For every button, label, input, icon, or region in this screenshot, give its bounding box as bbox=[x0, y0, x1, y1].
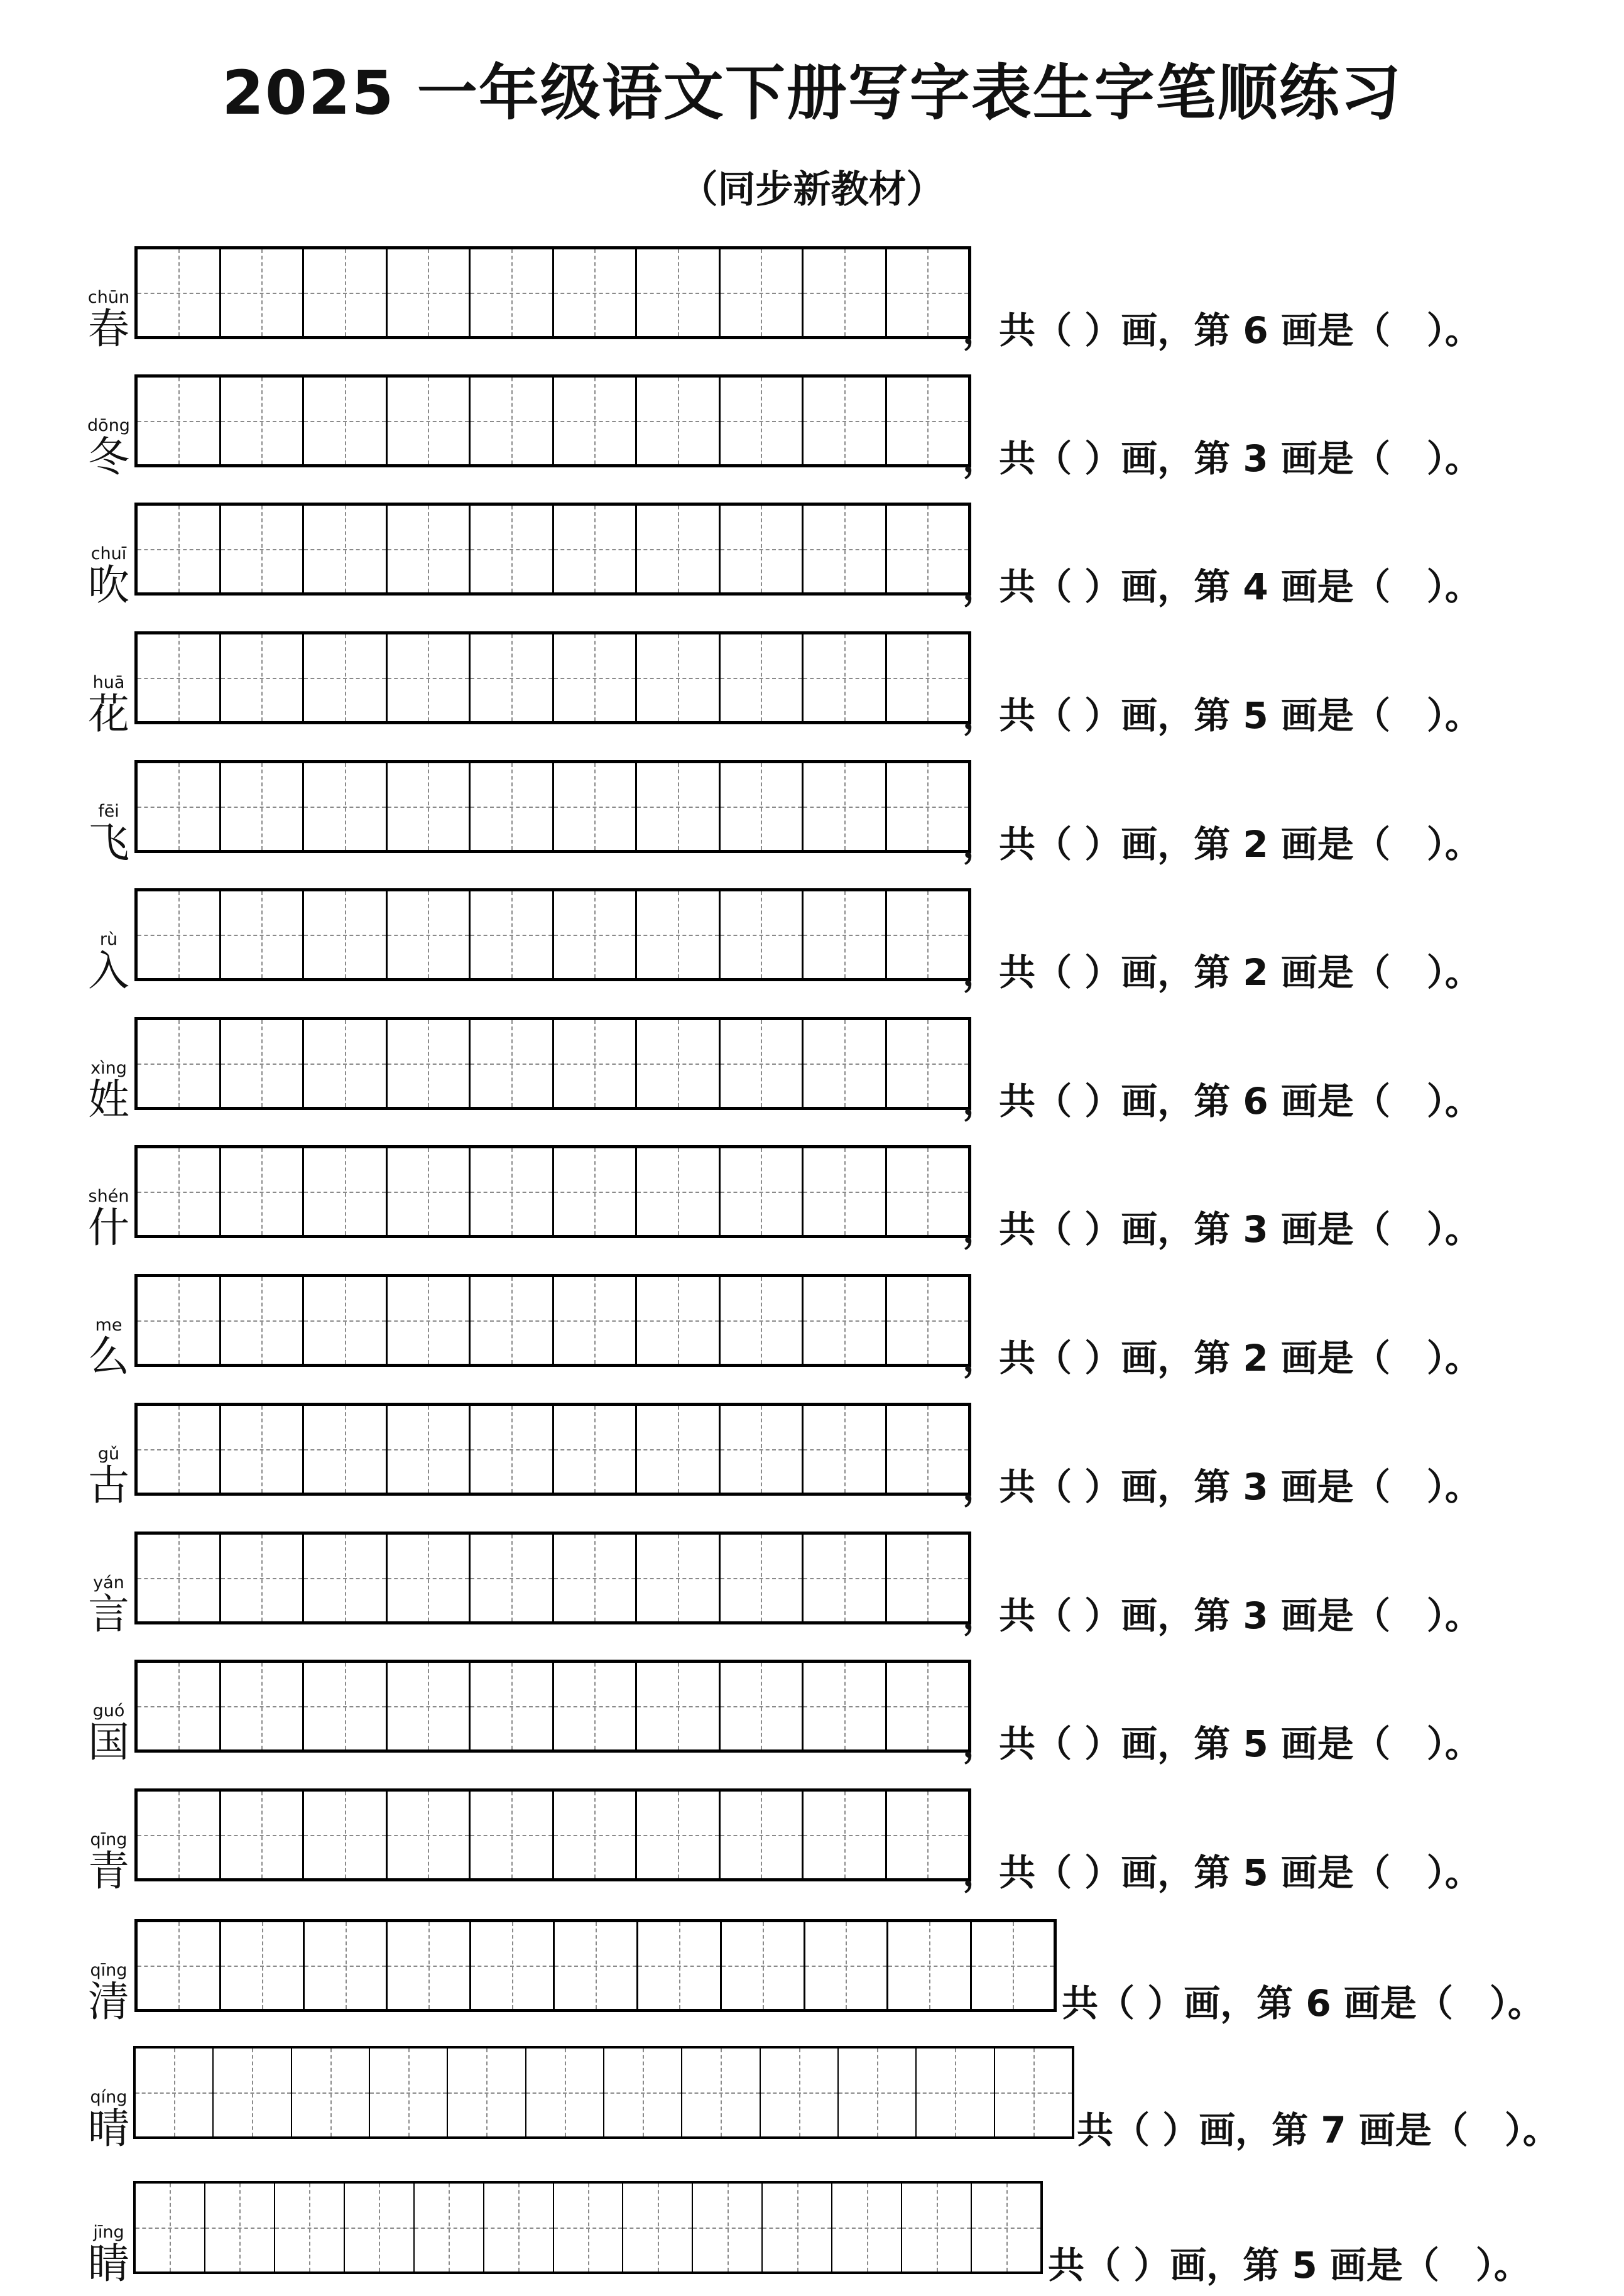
writing-cell[interactable] bbox=[302, 506, 386, 592]
writing-cell[interactable] bbox=[885, 1277, 969, 1364]
writing-cell[interactable] bbox=[483, 2184, 553, 2272]
writing-cell[interactable] bbox=[885, 378, 969, 464]
writing-cell[interactable] bbox=[138, 1535, 219, 1621]
character-label: 冬 bbox=[88, 433, 129, 481]
writing-cell[interactable] bbox=[302, 1148, 386, 1235]
writing-cell[interactable] bbox=[719, 1406, 802, 1493]
writing-cell[interactable] bbox=[719, 1663, 802, 1749]
writing-cell[interactable] bbox=[386, 634, 469, 721]
writing-cell[interactable] bbox=[885, 891, 969, 978]
writing-cell[interactable] bbox=[212, 2048, 290, 2136]
writing-grid[interactable] bbox=[134, 503, 971, 596]
writing-cell[interactable] bbox=[302, 634, 386, 721]
pinyin-label: qíng bbox=[90, 2087, 128, 2107]
writing-cell[interactable] bbox=[219, 1277, 303, 1364]
character-label: 晴 bbox=[88, 2104, 129, 2153]
writing-cell[interactable] bbox=[885, 249, 969, 336]
writing-cell[interactable] bbox=[552, 891, 636, 978]
practice-row bbox=[0, 1532, 1624, 1638]
writing-cell[interactable] bbox=[386, 1922, 469, 2009]
character-label: 青 bbox=[88, 1847, 129, 1895]
character-label: 吹 bbox=[88, 561, 129, 609]
writing-cell[interactable] bbox=[802, 891, 885, 978]
practice-row bbox=[0, 1660, 1624, 1766]
writing-grid[interactable] bbox=[134, 1660, 971, 1753]
writing-cell[interactable] bbox=[219, 1148, 303, 1235]
stroke-question: ，共（ ）画，第 5 画是（ ）。 bbox=[962, 1851, 1481, 1894]
writing-cell[interactable] bbox=[552, 1020, 636, 1107]
writing-cell[interactable] bbox=[802, 634, 885, 721]
writing-cell[interactable] bbox=[138, 1277, 219, 1364]
writing-cell[interactable] bbox=[138, 378, 219, 464]
writing-cell[interactable] bbox=[802, 1792, 885, 1878]
pinyin-label: jīng bbox=[93, 2223, 124, 2242]
writing-grid[interactable] bbox=[134, 1788, 971, 1881]
writing-cell[interactable] bbox=[219, 378, 303, 464]
writing-grid[interactable] bbox=[134, 1017, 971, 1110]
writing-cell[interactable] bbox=[413, 2184, 483, 2272]
writing-cell[interactable] bbox=[138, 1148, 219, 1235]
writing-cell[interactable] bbox=[386, 1148, 469, 1235]
stroke-question: ，共（ ）画，第 5 画是（ ）。 bbox=[962, 694, 1481, 737]
writing-cell[interactable] bbox=[635, 1406, 719, 1493]
writing-grid[interactable] bbox=[134, 246, 971, 339]
character-label: 么 bbox=[88, 1332, 129, 1381]
writing-cell[interactable] bbox=[719, 1277, 802, 1364]
writing-cell[interactable] bbox=[386, 1663, 469, 1749]
writing-cell[interactable] bbox=[138, 763, 219, 850]
writing-cell[interactable] bbox=[635, 378, 719, 464]
writing-cell[interactable] bbox=[802, 1020, 885, 1107]
writing-cell[interactable] bbox=[138, 1020, 219, 1107]
writing-cell[interactable] bbox=[302, 378, 386, 464]
writing-cell[interactable] bbox=[138, 1792, 219, 1878]
writing-cell[interactable] bbox=[552, 634, 636, 721]
stroke-question: ，共（ ）画，第 2 画是（ ）。 bbox=[962, 823, 1481, 866]
writing-cell[interactable] bbox=[802, 1148, 885, 1235]
writing-cell[interactable] bbox=[291, 2048, 369, 2136]
writing-cell[interactable] bbox=[719, 506, 802, 592]
practice-row bbox=[0, 631, 1624, 738]
writing-cell[interactable] bbox=[136, 2184, 204, 2272]
practice-row bbox=[0, 888, 1624, 995]
writing-cell[interactable] bbox=[553, 1922, 636, 2009]
stroke-question: ，共（ ）画，第 3 画是（ ）。 bbox=[962, 1208, 1481, 1251]
writing-cell[interactable] bbox=[204, 2184, 274, 2272]
writing-cell[interactable] bbox=[386, 1277, 469, 1364]
character-label: 清 bbox=[88, 1978, 129, 2026]
writing-cell[interactable] bbox=[219, 249, 303, 336]
writing-cell[interactable] bbox=[719, 378, 802, 464]
practice-row bbox=[0, 2046, 1624, 2153]
writing-cell[interactable] bbox=[302, 1792, 386, 1878]
writing-cell[interactable] bbox=[302, 763, 386, 850]
writing-cell[interactable] bbox=[552, 1663, 636, 1749]
character-label: 春 bbox=[88, 305, 129, 353]
writing-cell[interactable] bbox=[760, 2048, 837, 2136]
writing-cell[interactable] bbox=[302, 1663, 386, 1749]
writing-cell[interactable] bbox=[138, 1406, 219, 1493]
writing-cell[interactable] bbox=[136, 2048, 212, 2136]
page-title: 2025 一年级语文下册写字表生字笔顺练习 bbox=[222, 58, 1402, 128]
writing-cell[interactable] bbox=[761, 2184, 831, 2272]
writing-cell[interactable] bbox=[635, 1277, 719, 1364]
writing-cell[interactable] bbox=[886, 1922, 970, 2009]
writing-cell[interactable] bbox=[219, 891, 303, 978]
writing-cell[interactable] bbox=[138, 1922, 219, 2009]
writing-cell[interactable] bbox=[719, 1535, 802, 1621]
writing-cell[interactable] bbox=[219, 1020, 303, 1107]
practice-row bbox=[0, 1274, 1624, 1381]
writing-grid[interactable] bbox=[134, 374, 971, 467]
writing-cell[interactable] bbox=[386, 1792, 469, 1878]
stroke-question: ，共（ ）画，第 3 画是（ ）。 bbox=[962, 437, 1481, 480]
character-label: 飞 bbox=[88, 819, 129, 867]
writing-cell[interactable] bbox=[802, 763, 885, 850]
pinyin-label: fēi bbox=[98, 802, 119, 821]
character-label: 什 bbox=[88, 1204, 129, 1252]
writing-cell[interactable] bbox=[552, 249, 636, 336]
writing-cell[interactable] bbox=[552, 1148, 636, 1235]
writing-cell[interactable] bbox=[635, 1535, 719, 1621]
pinyin-label: dōng bbox=[87, 416, 130, 435]
writing-cell[interactable] bbox=[719, 1148, 802, 1235]
writing-cell[interactable] bbox=[622, 2184, 692, 2272]
writing-cell[interactable] bbox=[885, 1535, 969, 1621]
writing-cell[interactable] bbox=[719, 634, 802, 721]
writing-cell[interactable] bbox=[692, 2184, 761, 2272]
writing-cell[interactable] bbox=[469, 763, 552, 850]
writing-cell[interactable] bbox=[447, 2048, 525, 2136]
character-label: 古 bbox=[88, 1461, 129, 1510]
practice-row bbox=[0, 246, 1624, 353]
stroke-question: ，共（ ）画，第 4 画是（ ）。 bbox=[962, 565, 1481, 608]
writing-cell[interactable] bbox=[219, 1922, 303, 2009]
pinyin-label: yán bbox=[93, 1573, 124, 1592]
pinyin-label: xìng bbox=[90, 1058, 127, 1078]
writing-cell[interactable] bbox=[344, 2184, 413, 2272]
writing-cell[interactable] bbox=[386, 506, 469, 592]
writing-cell[interactable] bbox=[635, 249, 719, 336]
writing-cell[interactable] bbox=[219, 763, 303, 850]
page-subtitle: （同步新教材） bbox=[680, 168, 944, 212]
writing-cell[interactable] bbox=[469, 506, 552, 592]
writing-cell[interactable] bbox=[901, 2184, 971, 2272]
pinyin-label: rù bbox=[99, 930, 118, 949]
writing-cell[interactable] bbox=[138, 1663, 219, 1749]
character-label: 花 bbox=[88, 690, 129, 738]
writing-grid[interactable] bbox=[133, 2046, 1074, 2139]
writing-cell[interactable] bbox=[885, 634, 969, 721]
writing-cell[interactable] bbox=[885, 1406, 969, 1493]
stroke-question: 共（ ）画，第 5 画是（ ）。 bbox=[1048, 2244, 1530, 2287]
pinyin-label: chuī bbox=[90, 544, 127, 563]
writing-cell[interactable] bbox=[219, 634, 303, 721]
writing-cell[interactable] bbox=[469, 1663, 552, 1749]
writing-cell[interactable] bbox=[635, 1020, 719, 1107]
writing-cell[interactable] bbox=[635, 1792, 719, 1878]
practice-row bbox=[0, 1145, 1624, 1252]
writing-cell[interactable] bbox=[469, 634, 552, 721]
writing-cell[interactable] bbox=[469, 249, 552, 336]
writing-cell[interactable] bbox=[885, 763, 969, 850]
writing-cell[interactable] bbox=[302, 891, 386, 978]
writing-cell[interactable] bbox=[302, 249, 386, 336]
writing-cell[interactable] bbox=[552, 1792, 636, 1878]
character-label: 姓 bbox=[88, 1075, 129, 1124]
writing-cell[interactable] bbox=[635, 506, 719, 592]
pinyin-label: me bbox=[95, 1315, 123, 1335]
writing-cell[interactable] bbox=[719, 249, 802, 336]
writing-grid[interactable] bbox=[134, 631, 971, 724]
stroke-question: ，共（ ）画，第 3 画是（ ）。 bbox=[962, 1466, 1481, 1508]
writing-cell[interactable] bbox=[885, 1663, 969, 1749]
writing-cell[interactable] bbox=[386, 249, 469, 336]
stroke-question: ，共（ ）画，第 2 画是（ ）。 bbox=[962, 1337, 1481, 1379]
writing-cell[interactable] bbox=[219, 1663, 303, 1749]
writing-cell[interactable] bbox=[552, 378, 636, 464]
writing-cell[interactable] bbox=[302, 1020, 386, 1107]
practice-row bbox=[0, 503, 1624, 609]
pinyin-label: huā bbox=[92, 673, 125, 692]
writing-cell[interactable] bbox=[552, 763, 636, 850]
pinyin-label: qīng bbox=[90, 1830, 128, 1849]
stroke-question: 共（ ）画，第 7 画是（ ）。 bbox=[1077, 2109, 1559, 2152]
stroke-question: 共（ ）画，第 6 画是（ ）。 bbox=[1062, 1982, 1544, 2025]
writing-cell[interactable] bbox=[386, 763, 469, 850]
writing-cell[interactable] bbox=[720, 1922, 804, 2009]
writing-cell[interactable] bbox=[469, 1020, 552, 1107]
writing-cell[interactable] bbox=[469, 1277, 552, 1364]
writing-cell[interactable] bbox=[469, 1535, 552, 1621]
writing-cell[interactable] bbox=[994, 2048, 1072, 2136]
stroke-question: ，共（ ）画，第 6 画是（ ）。 bbox=[962, 309, 1481, 352]
writing-cell[interactable] bbox=[219, 1535, 303, 1621]
writing-cell[interactable] bbox=[469, 1406, 552, 1493]
writing-cell[interactable] bbox=[970, 1922, 1054, 2009]
writing-cell[interactable] bbox=[386, 1020, 469, 1107]
writing-cell[interactable] bbox=[552, 1535, 636, 1621]
writing-cell[interactable] bbox=[635, 763, 719, 850]
writing-cell[interactable] bbox=[386, 1535, 469, 1621]
writing-cell[interactable] bbox=[802, 1406, 885, 1493]
writing-cell[interactable] bbox=[804, 1922, 887, 2009]
writing-cell[interactable] bbox=[302, 1277, 386, 1364]
writing-cell[interactable] bbox=[552, 1406, 636, 1493]
character-label: 国 bbox=[88, 1718, 129, 1766]
writing-cell[interactable] bbox=[635, 634, 719, 721]
writing-cell[interactable] bbox=[885, 1148, 969, 1235]
writing-cell[interactable] bbox=[719, 1792, 802, 1878]
practice-row bbox=[0, 1017, 1624, 1124]
writing-cell[interactable] bbox=[831, 2184, 901, 2272]
writing-cell[interactable] bbox=[802, 1535, 885, 1621]
writing-cell[interactable] bbox=[469, 1148, 552, 1235]
writing-cell[interactable] bbox=[681, 2048, 759, 2136]
practice-row bbox=[0, 374, 1624, 481]
writing-cell[interactable] bbox=[719, 1020, 802, 1107]
writing-cell[interactable] bbox=[219, 1406, 303, 1493]
stroke-question: ，共（ ）画，第 2 画是（ ）。 bbox=[962, 951, 1481, 994]
writing-cell[interactable] bbox=[469, 1922, 553, 2009]
writing-cell[interactable] bbox=[219, 1792, 303, 1878]
writing-cell[interactable] bbox=[525, 2048, 603, 2136]
writing-cell[interactable] bbox=[138, 506, 219, 592]
stroke-question: ，共（ ）画，第 6 画是（ ）。 bbox=[962, 1080, 1481, 1123]
practice-row bbox=[0, 1919, 1624, 2026]
writing-cell[interactable] bbox=[386, 1406, 469, 1493]
writing-cell[interactable] bbox=[302, 1535, 386, 1621]
writing-grid[interactable] bbox=[134, 1532, 971, 1624]
writing-cell[interactable] bbox=[802, 1277, 885, 1364]
practice-row bbox=[0, 2181, 1624, 2288]
writing-grid[interactable] bbox=[134, 1145, 971, 1238]
writing-cell[interactable] bbox=[802, 1663, 885, 1749]
pinyin-label: shén bbox=[88, 1187, 129, 1206]
writing-cell[interactable] bbox=[971, 2184, 1040, 2272]
writing-cell[interactable] bbox=[552, 506, 636, 592]
writing-cell[interactable] bbox=[719, 763, 802, 850]
pinyin-label: chūn bbox=[87, 288, 130, 307]
writing-cell[interactable] bbox=[802, 506, 885, 592]
writing-cell[interactable] bbox=[885, 1020, 969, 1107]
writing-cell[interactable] bbox=[553, 2184, 623, 2272]
pinyin-label: qīng bbox=[90, 1961, 128, 1980]
pinyin-label: guó bbox=[92, 1701, 125, 1721]
writing-grid[interactable] bbox=[134, 888, 971, 981]
character-label: 睛 bbox=[88, 2239, 129, 2288]
writing-cell[interactable] bbox=[469, 378, 552, 464]
writing-cell[interactable] bbox=[274, 2184, 344, 2272]
writing-cell[interactable] bbox=[603, 2048, 681, 2136]
writing-cell[interactable] bbox=[802, 378, 885, 464]
writing-cell[interactable] bbox=[885, 506, 969, 592]
writing-cell[interactable] bbox=[386, 378, 469, 464]
writing-cell[interactable] bbox=[635, 1148, 719, 1235]
writing-cell[interactable] bbox=[138, 249, 219, 336]
stroke-question: ，共（ ）画，第 3 画是（ ）。 bbox=[962, 1594, 1481, 1637]
writing-grid[interactable] bbox=[134, 1274, 971, 1367]
writing-grid[interactable] bbox=[134, 1403, 971, 1496]
writing-cell[interactable] bbox=[303, 1922, 386, 2009]
writing-cell[interactable] bbox=[369, 2048, 447, 2136]
writing-cell[interactable] bbox=[386, 891, 469, 978]
character-label: 言 bbox=[88, 1590, 129, 1638]
writing-cell[interactable] bbox=[915, 2048, 993, 2136]
writing-cell[interactable] bbox=[552, 1277, 636, 1364]
writing-cell[interactable] bbox=[219, 506, 303, 592]
practice-row bbox=[0, 1788, 1624, 1895]
writing-cell[interactable] bbox=[802, 249, 885, 336]
writing-cell[interactable] bbox=[302, 1406, 386, 1493]
writing-cell[interactable] bbox=[636, 1922, 720, 2009]
writing-grid[interactable] bbox=[134, 760, 971, 853]
character-label: 入 bbox=[88, 947, 129, 995]
writing-cell[interactable] bbox=[138, 634, 219, 721]
pinyin-label: gǔ bbox=[97, 1444, 120, 1464]
stroke-question: ，共（ ）画，第 5 画是（ ）。 bbox=[962, 1722, 1481, 1765]
writing-cell[interactable] bbox=[469, 891, 552, 978]
practice-row bbox=[0, 1403, 1624, 1510]
writing-cell[interactable] bbox=[635, 891, 719, 978]
writing-cell[interactable] bbox=[469, 1792, 552, 1878]
writing-grid[interactable] bbox=[133, 2181, 1043, 2274]
writing-cell[interactable] bbox=[837, 2048, 915, 2136]
writing-cell[interactable] bbox=[719, 891, 802, 978]
writing-cell[interactable] bbox=[885, 1792, 969, 1878]
writing-cell[interactable] bbox=[635, 1663, 719, 1749]
writing-grid[interactable] bbox=[134, 1919, 1057, 2012]
practice-row bbox=[0, 760, 1624, 867]
writing-cell[interactable] bbox=[138, 891, 219, 978]
